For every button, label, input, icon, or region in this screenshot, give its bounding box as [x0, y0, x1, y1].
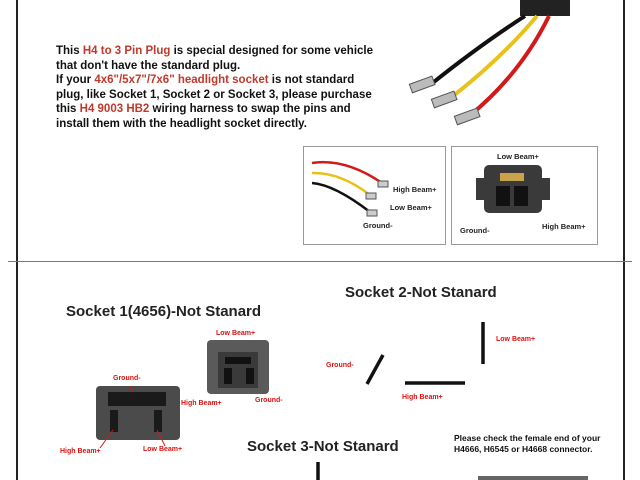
intro-paragraph: This H4 to 3 Pin Plug is special designed for some vehicle that don't have the standard plug. If your 4x6"/5x7"/7x6" headlight socket is not standard plug, like Socket 1, Socket 2 or Socket 3, please purchase this H4 9003 HB2 wiring harness to swap the pins and install them with the headlight socket directly.: [56, 45, 373, 130]
box2-low-beam-label: Low Beam+: [497, 152, 539, 161]
socket2-ground-label: Ground-: [326, 362, 354, 369]
socket2-high-beam-label: High Beam+: [402, 394, 443, 401]
socket2-low-beam-label: Low Beam+: [496, 336, 536, 343]
socket1a-low-beam-label: Low Beam+: [143, 446, 183, 453]
socket1-title: Socket 1(4656)-Not Stanard: [66, 303, 262, 320]
socket3-title: Socket 3-Not Stanard: [247, 438, 399, 455]
socket1a-high-beam-label: High Beam+: [60, 448, 101, 455]
socket1b-low-beam-label: Low Beam+: [216, 330, 256, 337]
socket2-title: Socket 2-Not Stanard: [345, 284, 497, 301]
female-end-note: Please check the female end of your H4666, H6545 or H4668 connector.: [454, 433, 601, 454]
box1-low-beam-label: Low Beam+: [390, 203, 432, 212]
socket1b-ground-label: Ground-: [255, 397, 283, 404]
box2-high-beam-label: High Beam+: [542, 222, 586, 231]
box1-ground-label: Ground-: [363, 221, 393, 230]
box1-high-beam-label: High Beam+: [393, 185, 437, 194]
socket1a-ground-label: Ground-: [113, 375, 141, 382]
box2-ground-label: Ground-: [460, 226, 490, 235]
socket1b-high-beam-label: High Beam+: [181, 400, 222, 407]
